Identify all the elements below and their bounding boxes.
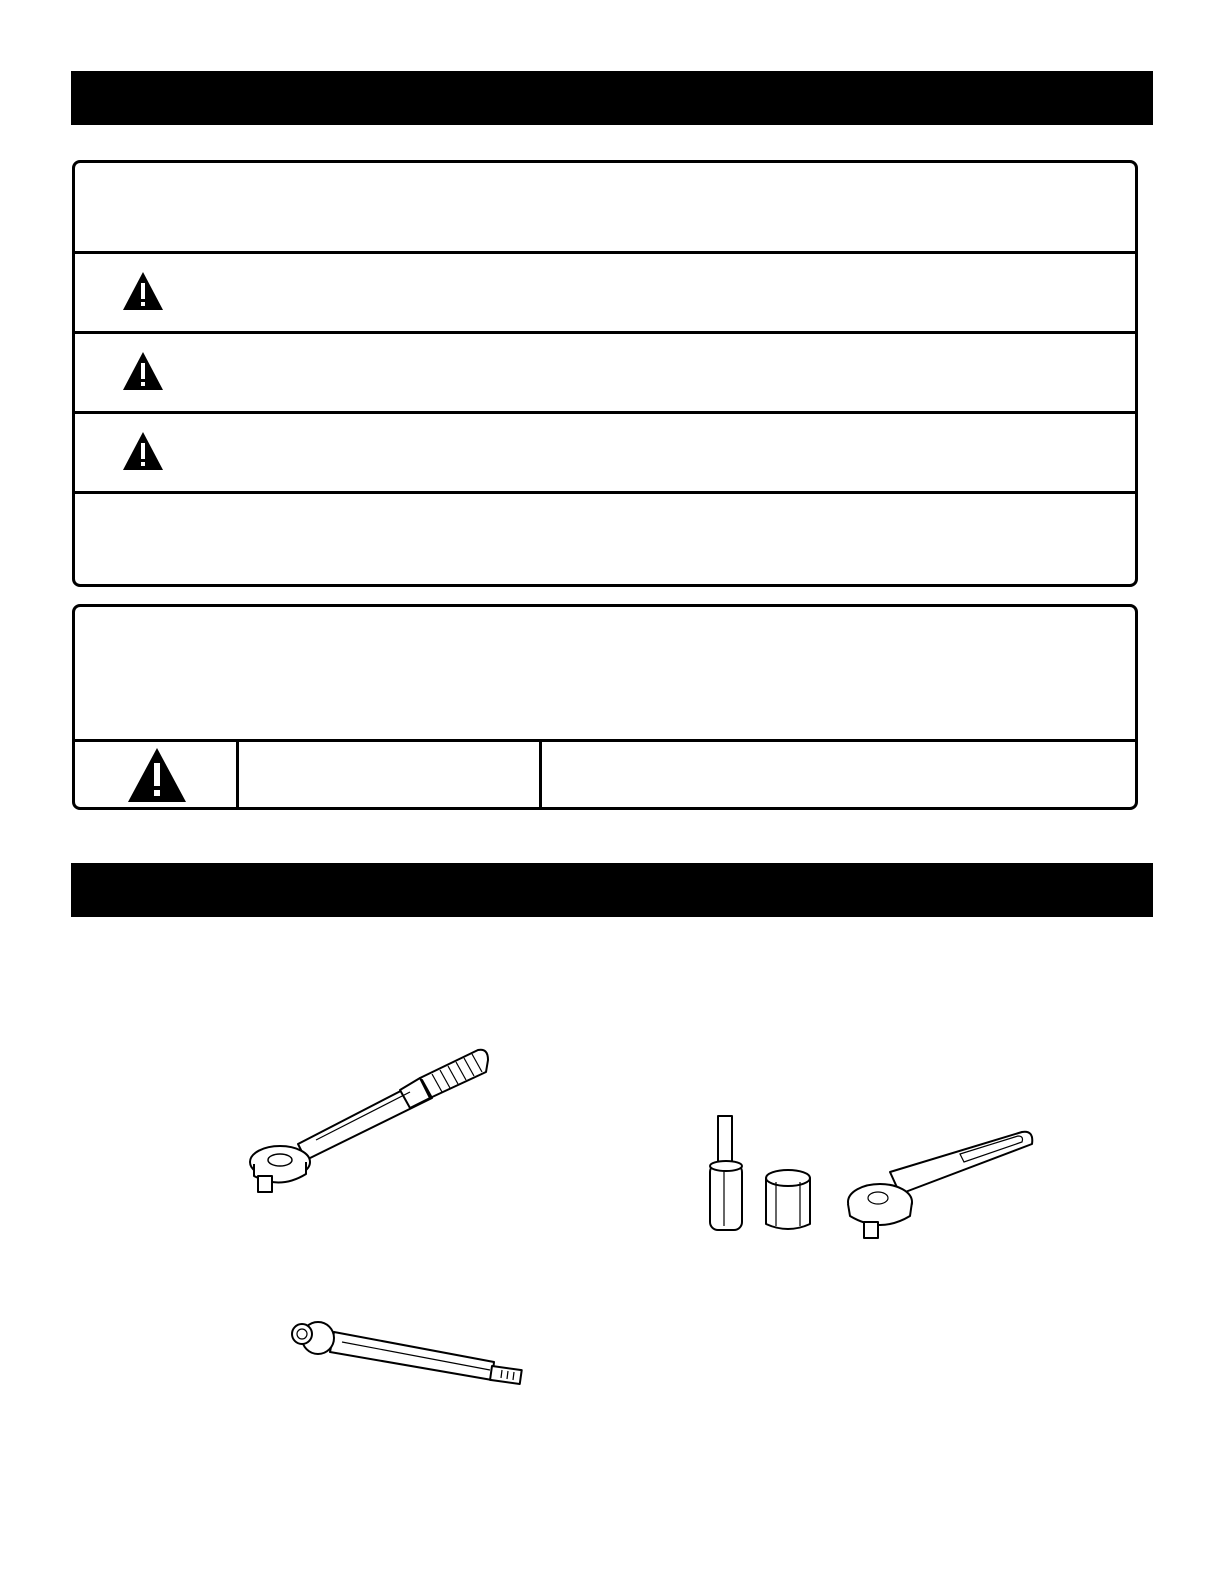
tire-pressure-gauge-icon [280,1318,530,1398]
safety-row-3 [75,414,1135,494]
section-header-title [71,85,91,110]
socket-and-ratchet-icon [700,1110,1040,1250]
safety-row-1 [75,254,1135,334]
warning-triangle-icon [121,350,165,392]
section-header-bar [71,71,1153,125]
symbol-table-row [75,742,1135,810]
safety-row-2 [75,334,1135,414]
warning-triangle-icon [121,270,165,312]
table-divider-1 [236,742,239,810]
safety-symbols-box [72,160,1138,587]
safety-intro-row [75,163,1135,254]
table-divider-2 [539,742,542,810]
warning-triangle-icon [126,746,188,804]
symbol-intro-row [75,607,1135,742]
section-2-header-title [71,877,91,902]
torque-wrench-icon [240,1040,500,1200]
section-header-bar-2 [71,863,1153,917]
safety-note-row [75,494,1135,587]
symbol-meaning-box [72,604,1138,810]
warning-triangle-icon [121,430,165,472]
